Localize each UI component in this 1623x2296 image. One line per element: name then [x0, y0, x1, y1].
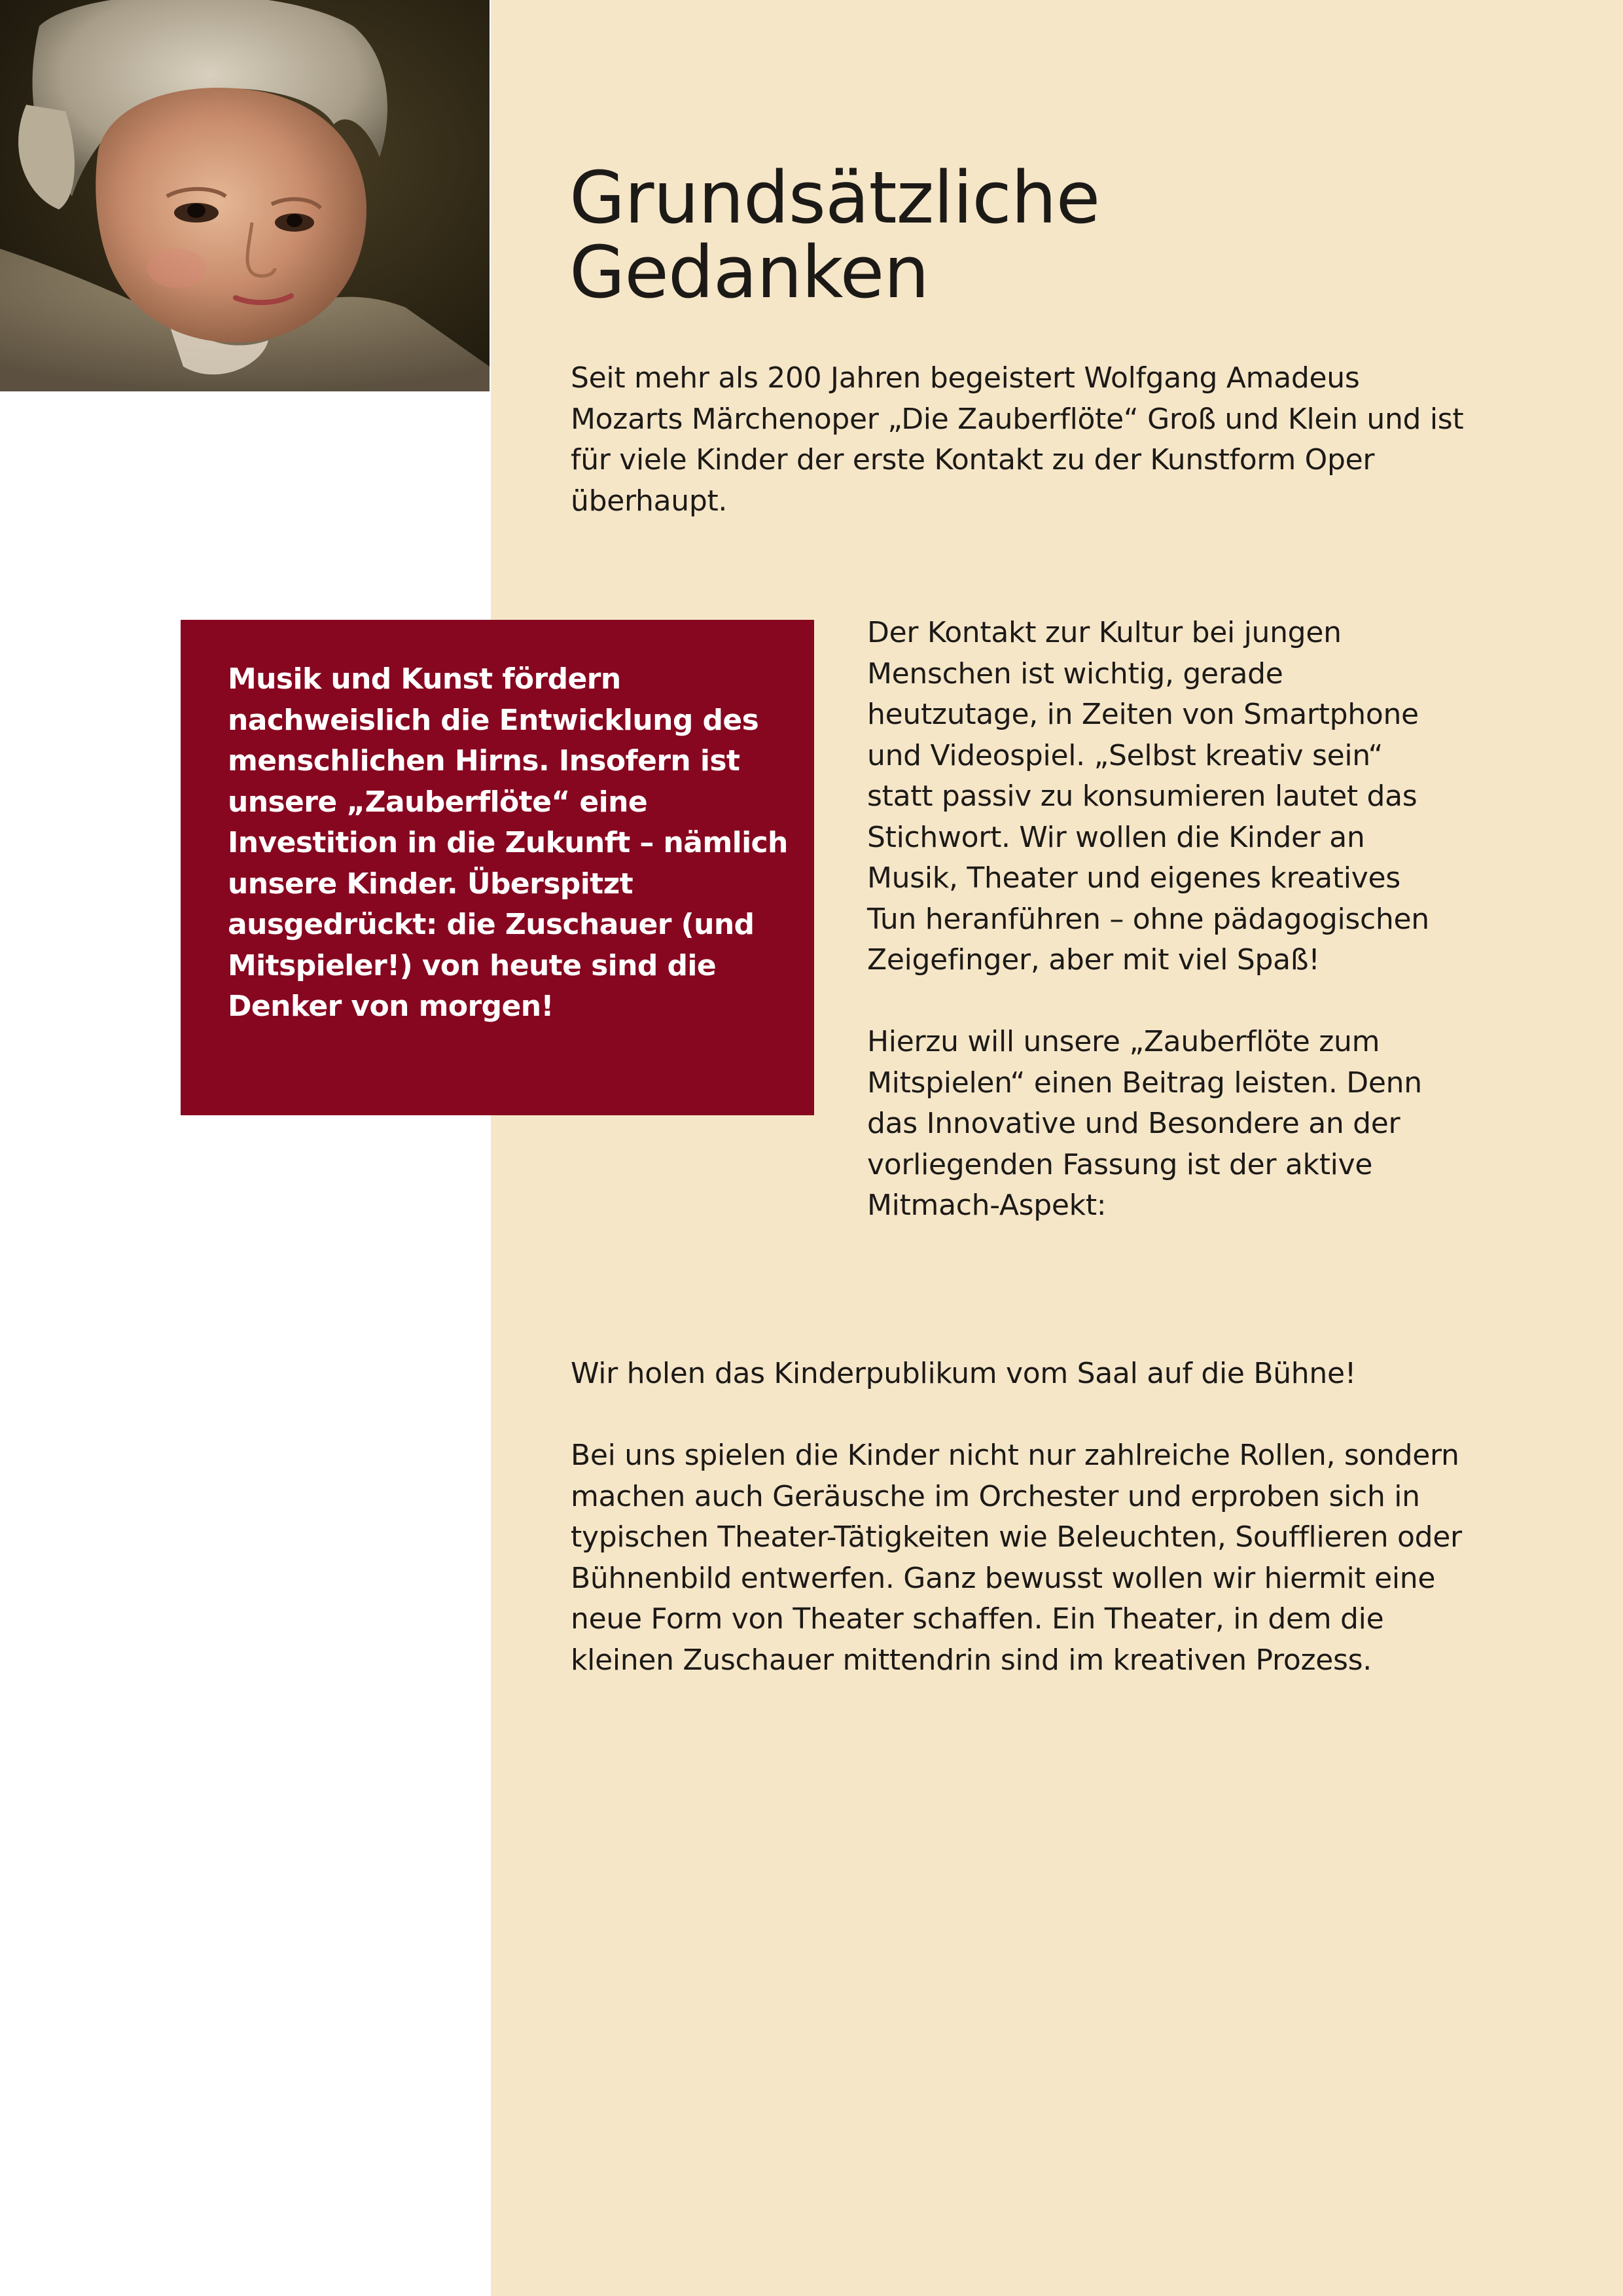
quote-text: Musik und Kunst fördern nachweislich die Entwicklung des menschlichen Hirns. Insofern ist unsere „Zauberflöte“ eine Investition in die Zukunft – nämlich unsere Kinder. Überspitzt ausgedrückt: die Zuschauer (und Mitspieler!) von heute sind die Denker von morgen!	[228, 662, 788, 1023]
title-line-2: Gedanken	[569, 230, 929, 314]
right-column	[867, 613, 1443, 1267]
title-line-1: Grundsätzliche	[569, 156, 1100, 240]
lower-paragraph-2: Bei uns spielen die Kinder nicht nur zahlreiche Rollen, sondern machen auch Geräusche im Orchester und erproben sich in typischen Theater-Tätigkeiten wie Beleuchten, Soufflieren oder Bühnenbild entwerfen. Ganz bewusst wollen wir hiermit eine neue Form von Theater schaffen. Ein Theater, in dem die kleinen Zuschauer mittendrin sind im kreativen Prozess.	[571, 1439, 1462, 1677]
portrait-image	[0, 0, 490, 391]
right-paragraph-2: Hierzu will unsere „Zauberflöte zum Mitspielen“ einen Beitrag leisten. Denn das Innovative und Besondere an der vorliegenden Fassung ist der aktive Mitmach-Aspekt:	[867, 1025, 1422, 1222]
lower-paragraph-1: Wir holen das Kinderpublikum vom Saal auf die Bühne!	[571, 1357, 1357, 1390]
lower-section	[571, 1354, 1474, 1722]
page-title	[569, 156, 1551, 314]
quote-box	[181, 620, 814, 1115]
right-paragraph-1: Der Kontakt zur Kultur bei jungen Menschen ist wichtig, gerade heutzutage, in Zeiten von Smartphone und Videospiel. „Selbst kreativ sein“ statt passiv zu konsumieren lautet das Stichwort. Wir wollen die Kinder an Musik, Theater und eigenes kreatives Tun heranführen – ohne pädagogischen Zeigefinger, aber mit viel Spaß!	[867, 616, 1429, 977]
intro-paragraph: Seit mehr als 200 Jahren begeistert Wolfgang Amadeus Mozarts Märchenoper „Die Zauberflöte“ Groß und Klein und ist für viele Kinder der erste Kontakt zu der Kunstform Oper überhaupt.	[571, 361, 1464, 518]
